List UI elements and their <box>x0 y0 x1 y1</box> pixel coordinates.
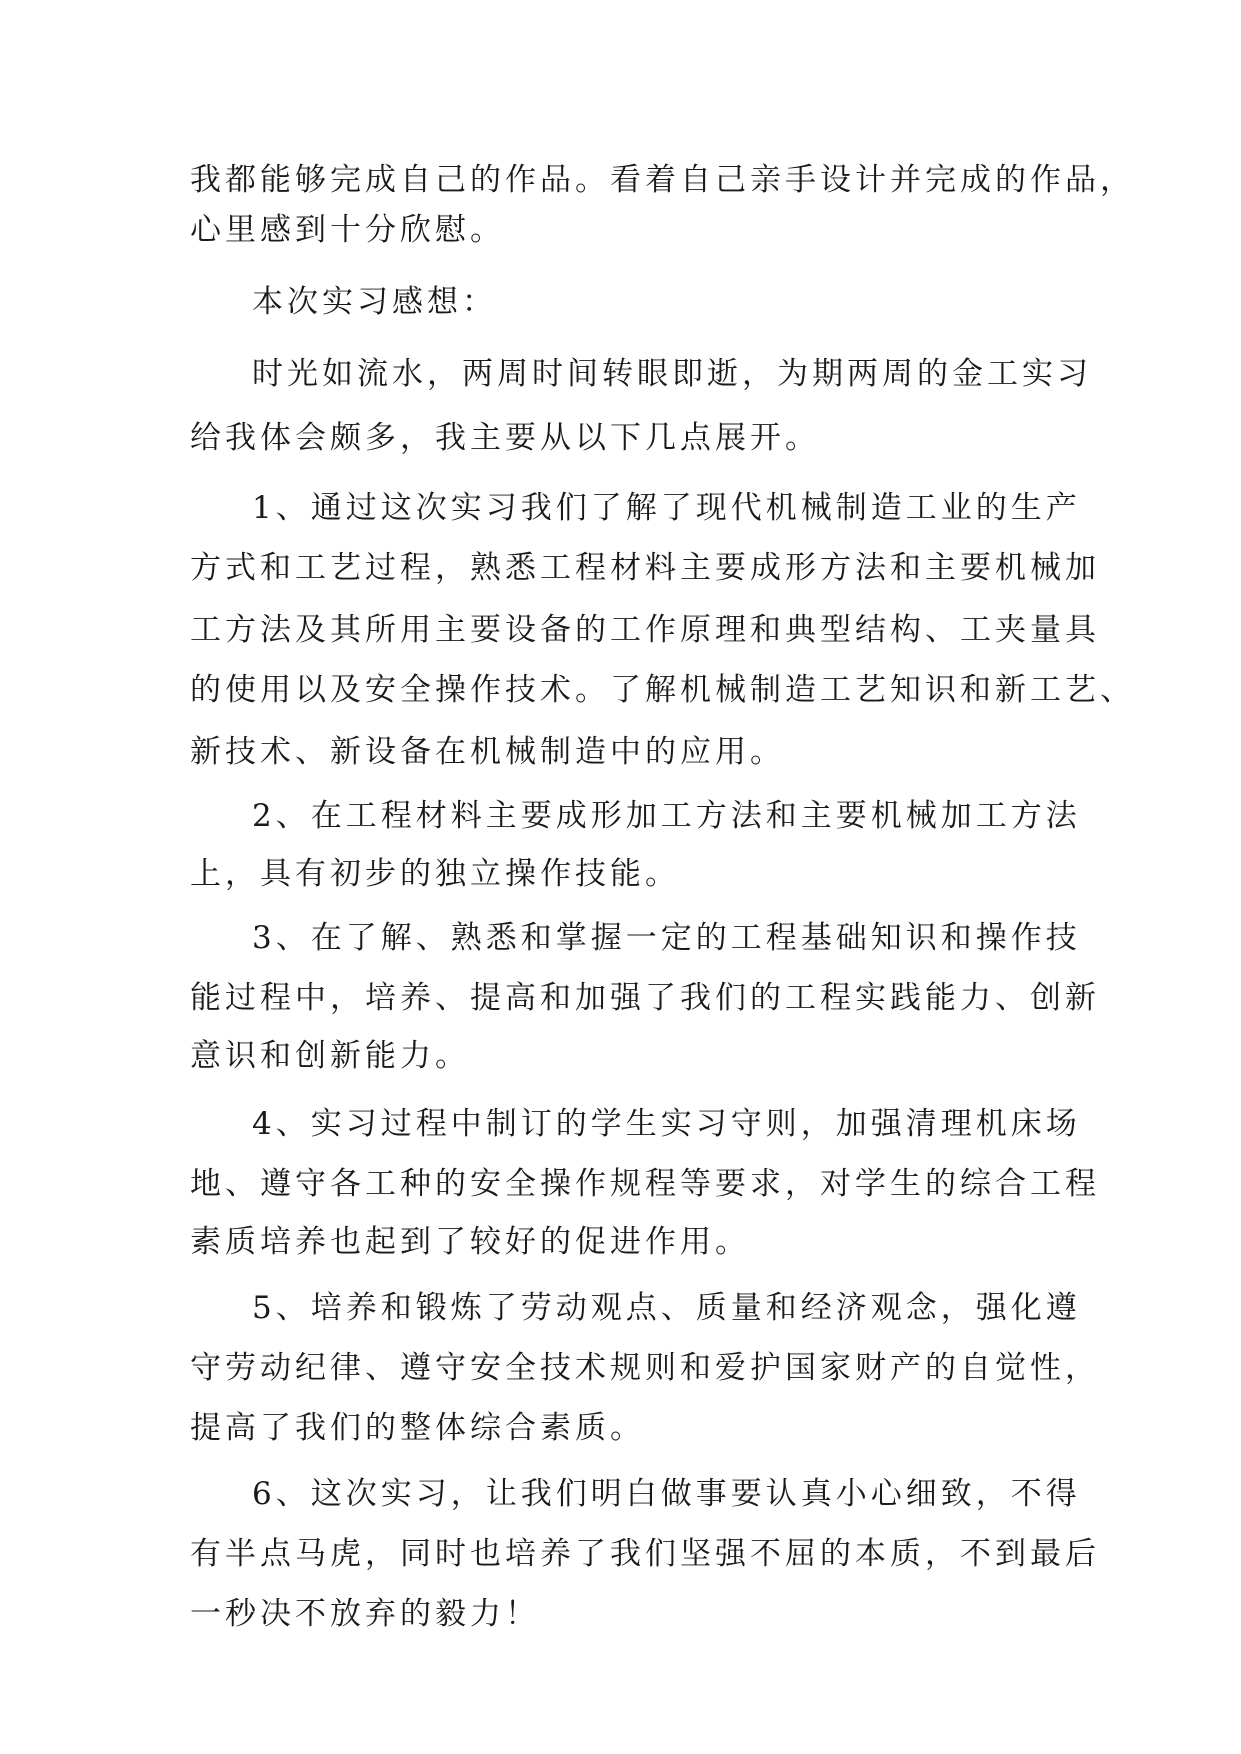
text-line: 意识和创新能力。 <box>190 1038 470 1074</box>
text-line: 方式和工艺过程，熟悉工程材料主要成形方法和主要机械加 <box>190 550 1100 586</box>
section-heading: 本次实习感想： <box>252 284 497 320</box>
text-line: 有半点马虎，同时也培养了我们坚强不屈的本质，不到最后 <box>190 1536 1100 1572</box>
text-line: 心里感到十分欣慰。 <box>190 212 505 248</box>
text-line: 6、这次实习，让我们明白做事要认真小心细致，不得 <box>252 1476 1081 1512</box>
text-line: 1、通过这次实习我们了解了现代机械制造工业的生产 <box>252 490 1081 526</box>
text-line: 提高了我们的整体综合素质。 <box>190 1410 645 1446</box>
text-line: 的使用以及安全操作技术。了解机械制造工艺知识和新工艺、 <box>190 672 1135 708</box>
text-line: 4、实习过程中制订的学生实习守则，加强清理机床场 <box>252 1106 1081 1142</box>
text-line: 工方法及其所用主要设备的工作原理和典型结构、工夹量具 <box>190 612 1100 648</box>
text-line: 素质培养也起到了较好的促进作用。 <box>190 1224 750 1260</box>
text-line: 上，具有初步的独立操作技能。 <box>190 856 680 892</box>
text-line: 时光如流水，两周时间转眼即逝，为期两周的金工实习 <box>252 356 1092 392</box>
text-line: 地、遵守各工种的安全操作规程等要求，对学生的综合工程 <box>190 1166 1100 1202</box>
text-line: 给我体会颇多，我主要从以下几点展开。 <box>190 420 820 456</box>
text-line: 能过程中，培养、提高和加强了我们的工程实践能力、创新 <box>190 980 1100 1016</box>
text-line: 3、在了解、熟悉和掌握一定的工程基础知识和操作技 <box>252 920 1081 956</box>
text-line: 我都能够完成自己的作品。看着自己亲手设计并完成的作品， <box>190 162 1135 198</box>
text-line: 5、培养和锻炼了劳动观点、质量和经济观念，强化遵 <box>252 1290 1081 1326</box>
text-line: 一秒决不放弃的毅力！ <box>190 1596 540 1632</box>
text-line: 新技术、新设备在机械制造中的应用。 <box>190 734 785 770</box>
text-line: 守劳动纪律、遵守安全技术规则和爱护国家财产的自觉性， <box>190 1350 1100 1386</box>
text-line: 2、在工程材料主要成形加工方法和主要机械加工方法 <box>252 798 1081 834</box>
